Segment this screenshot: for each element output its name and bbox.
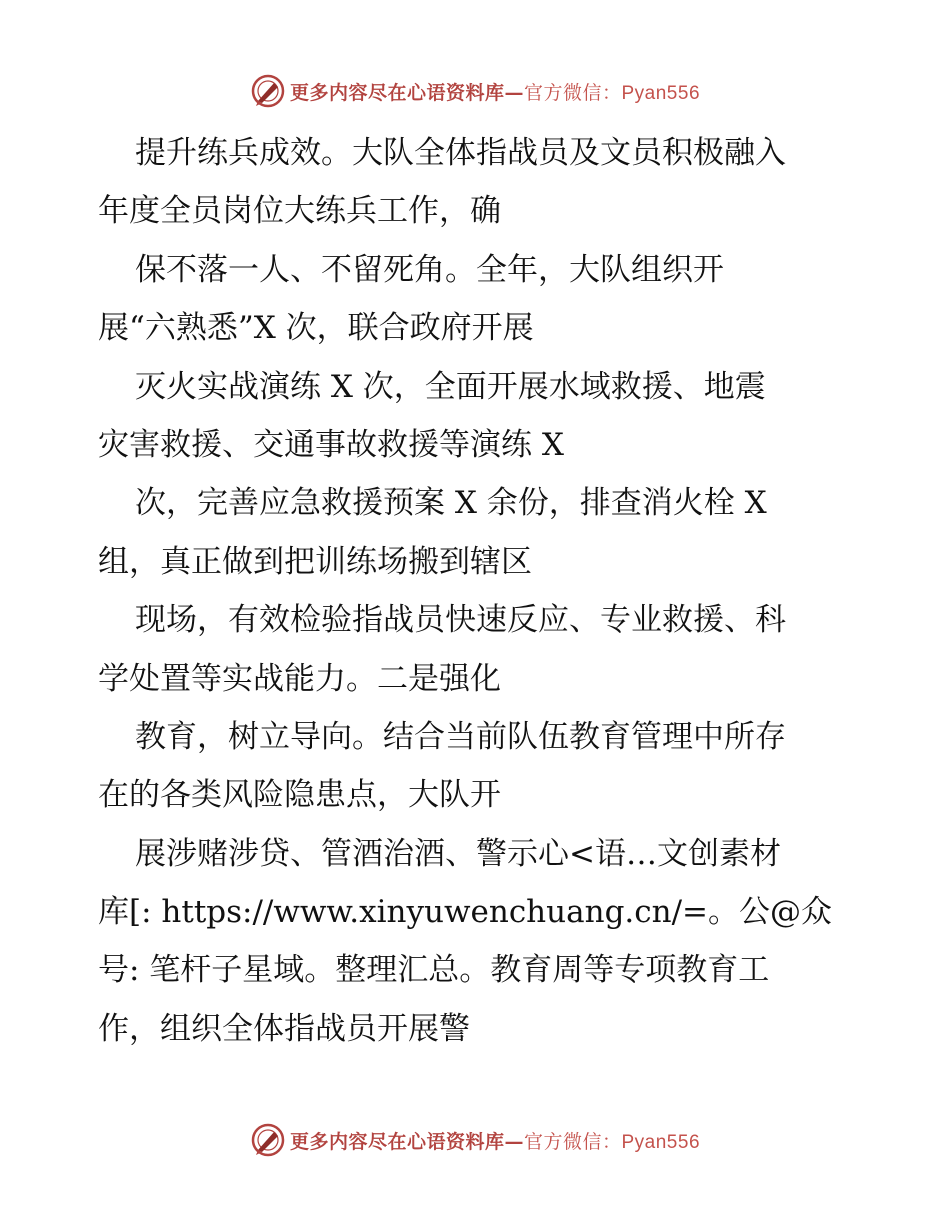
- header-banner: [0, 71, 950, 111]
- text-line: 次，完善应急救援预案 X 余份，排查消火栓 X: [135, 485, 767, 522]
- text-line: 展“六熟悉”X 次，联合政府开展: [98, 310, 534, 347]
- text-line: 灾害救援、交通事故救援等演练 X: [98, 426, 564, 463]
- header-banner-text: 更多内容尽在心语资料库: [289, 81, 505, 104]
- header-banner-dash: —: [504, 81, 524, 104]
- text-line: 展涉赌涉贷、管酒治酒、警示心<语…文创素材: [135, 835, 781, 872]
- footer-banner: [0, 1120, 950, 1160]
- text-line: 灭火实战演练 X 次，全面开展水域救援、地震: [135, 368, 766, 405]
- text-line: 组，真正做到把训练场搬到辖区: [98, 543, 532, 580]
- text-line: 作，组织全体指战员开展警: [98, 1010, 470, 1047]
- text-line: 号: 笔杆子星域。整理汇总。教育周等专项教育工: [98, 952, 770, 989]
- pen-logo-icon: [250, 73, 286, 109]
- pen-logo-icon: [250, 1122, 286, 1158]
- text-line: 库[: https://www.xinyuwenchuang.cn/=。公@众: [98, 894, 833, 931]
- text-line: 保不落一人、不留死角。全年，大队组织开: [135, 251, 724, 288]
- header-banner-wechat: 官方微信：Pyan556: [524, 82, 701, 104]
- footer-banner-wechat: 官方微信：Pyan556: [524, 1131, 701, 1153]
- body-text: [98, 124, 858, 1058]
- text-line: 在的各类风险隐患点，大队开: [98, 777, 501, 814]
- text-line: 教育，树立导向。结合当前队伍教育管理中所存: [135, 718, 786, 755]
- text-line: 学处置等实战能力。二是强化: [98, 660, 501, 697]
- text-line: 提升练兵成效。大队全体指战员及文员积极融入: [135, 135, 786, 171]
- text-line: 现场，有效检验指战员快速反应、专业救援、科: [135, 602, 786, 639]
- text-line: 年度全员岗位大练兵工作，确: [98, 193, 501, 230]
- footer-banner-text: 更多内容尽在心语资料库: [289, 1130, 505, 1153]
- footer-banner-dash: —: [504, 1130, 524, 1153]
